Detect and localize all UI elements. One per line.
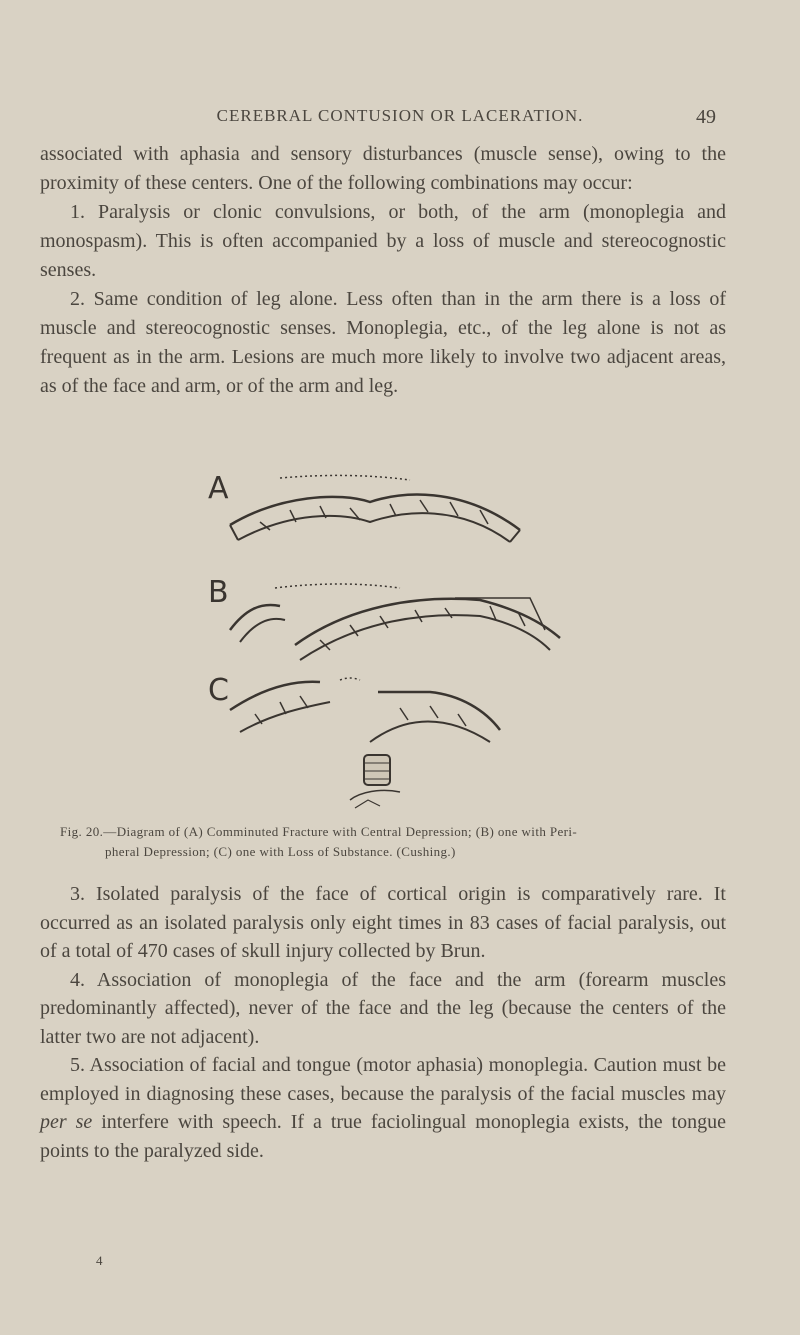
bottom-text <box>40 880 726 1165</box>
diagram-b <box>208 575 560 660</box>
fracture-diagram <box>200 470 650 810</box>
paragraph-4: 4. Association of monoplegia of the face and the arm (forearm muscles predominantly affected), never of the face and the leg (because the centers of the latter two are not adjacent). <box>40 968 726 1048</box>
paragraph-2: 2. Same condition of leg alone. Less often than in the arm there is a loss of muscle and stereocognostic senses. Monoplegia, etc., of the leg alone is not as frequent as in the arm. Lesions are much more likely to involve two adjacent areas, as of the face and arm, or of the arm and leg. <box>40 288 726 397</box>
paragraph-intro: associated with aphasia and sensory disturbances (muscle sense), owing to the proximity of these centers. One of the following combinations may occur: <box>40 143 726 194</box>
bone-fragment <box>364 755 390 785</box>
paragraph-3: 3. Isolated paralysis of the face of cortical origin is comparatively rare. It occurred as an isolated paralysis only eight times in 83 cases of facial paralysis, out of a total of 470 cases of skull injury collected by Brun. <box>40 883 726 962</box>
diagram-a <box>208 471 520 542</box>
running-title: CEREBRAL CONTUSION OR LACERATION. <box>216 106 584 125</box>
top-text <box>40 140 726 401</box>
label-c: C <box>208 673 229 708</box>
paragraph-5-end: interfere with speech. If a true faciolingual monoplegia exists, the tongue points to the paralyzed side. <box>40 1111 726 1162</box>
paragraph-5-italic: per se <box>40 1111 93 1133</box>
signature-mark: 4 <box>96 1253 103 1268</box>
caption-line-1: Fig. 20.—Diagram of (A) Comminuted Fracture with Central Depression; (B) one with Peri- <box>60 824 578 839</box>
paragraph-1: 1. Paralysis or clonic convulsions, or both, of the arm (monoplegia and monospasm). This is often accompanied by a loss of muscle and stereocognostic senses. <box>40 201 726 281</box>
running-head <box>40 100 760 140</box>
paragraph-5 <box>40 1051 726 1165</box>
figure-caption <box>60 822 740 862</box>
label-a: A <box>208 471 229 506</box>
figure-20 <box>200 470 650 810</box>
caption-line-2: pheral Depression; (C) one with Loss of Substance. (Cushing.) <box>105 844 456 859</box>
diagram-c <box>208 673 500 808</box>
page-number: 49 <box>696 106 716 128</box>
paragraph-5-start: 5. Association of facial and tongue (motor aphasia) monoplegia. Caution must be employed in diagnosing these cases, because the paralysis of the facial muscles may <box>40 1054 726 1105</box>
label-b: B <box>208 575 229 610</box>
